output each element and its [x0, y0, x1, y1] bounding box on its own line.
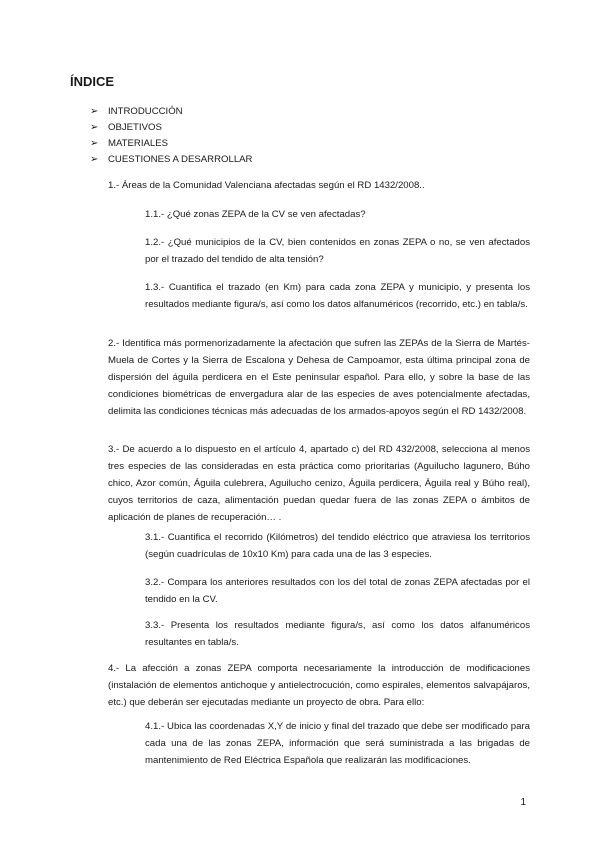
question-3-2: 3.2.- Compara los anteriores resultados con los del total de zonas ZEPA afectadas por el tendido en la CV. — [145, 577, 530, 605]
page-number: 1 — [520, 797, 526, 808]
question-1-2: 1.2.- ¿Qué municipios de la CV, bien contenidos en zonas ZEPA o no, se ven afectados por el trazado del tendido de alta tensión? — [145, 237, 530, 265]
question-3-3: 3.3.- Presenta los resultados mediante figura/s, así como los datos alfanuméricos resultantes en tabla/s. — [145, 620, 530, 648]
toc-item-cuestiones — [90, 152, 252, 168]
toc-item-introduccion — [90, 104, 252, 120]
section-4-paragraph: 4.- La afección a zonas ZEPA comporta necesariamente la introducción de modificaciones (instalación de elementos antichoque y antielectrocución, como espirales, elementos salvapájaros, etc.) que deberán ser ejecutadas mediante un proyecto de obra. Para ello: — [108, 663, 530, 708]
question-1-3: 1.3.- Cuantifica el trazado (en Km) para cada zona ZEPA y municipio, y presenta los resultados mediante figura/s, así como los datos alfanuméricos (recorrido, etc.) en tabla/s. — [145, 282, 530, 310]
toc-item-label: OBJETIVOS — [108, 122, 162, 133]
question-3-1: 3.1.- Cuantifica el recorrido (Kilómetros) del tendido eléctrico que atraviesa los territorios (según cuadrículas de 10x10 Km) para cada una de las 3 especies. — [145, 532, 530, 560]
toc-item-label: MATERIALES — [108, 138, 169, 149]
section-1-heading: 1.- Áreas de la Comunidad Valenciana afectadas según el RD 1432/2008.. — [108, 180, 425, 191]
section-3-paragraph: 3.- De acuerdo a lo dispuesto en el artículo 4, apartado c) del RD 432/2008, selecciona al menos tres especies de las consideradas en esta práctica como prioritarias (Aguilucho lagunero, Búho chico, Azor común, Águila culebrera, Aguilucho cenizo, Águila perdicera, Águila real y Búho real), cuyos territorios de caza, alimentación puedan quedar fuera de las zonas ZEPA o ámbitos de aplicación de planes de recuperación… . — [108, 444, 530, 523]
toc-item-objetivos — [90, 120, 252, 136]
arrow-bullet-icon: ➢ — [90, 106, 99, 117]
question-4-1: 4.1.- Ubica las coordenadas X,Y de inicio y final del trazado que debe ser modificado para cada una de las zonas ZEPA, información que será suministrada a las brigadas de mantenimiento de Red Eléctrica Española que realizarán las modificaciones. — [145, 721, 530, 766]
toc-item-label: CUESTIONES A DESARROLLAR — [108, 154, 253, 165]
arrow-bullet-icon: ➢ — [90, 138, 99, 149]
toc-item-materiales — [90, 136, 252, 152]
arrow-bullet-icon: ➢ — [90, 122, 99, 133]
page-title: ÍNDICE — [70, 74, 115, 89]
section-2-paragraph: 2.- Identifica más pormenorizadamente la afectación que sufren las ZEPAs de la Sierra de Martés-Muela de Cortes y la Sierra de Escalona y Dehesa de Campoamor, esta última principal zona de dispersión del águila perdicera en el Este peninsular español. Para ello, y sobre la base de las condiciones biométricas de envergadura alar de las especies de aves potencialmente afectadas, delimita las condiciones técnicas más adecuadas de los armados-apoyos según el RD 1432/2008. — [108, 338, 530, 417]
toc-item-label: INTRODUCCIÓN — [108, 106, 183, 117]
arrow-bullet-icon: ➢ — [90, 154, 99, 165]
table-of-contents — [90, 104, 252, 168]
question-1-1: 1.1.- ¿Qué zonas ZEPA de la CV se ven afectadas? — [145, 209, 366, 220]
